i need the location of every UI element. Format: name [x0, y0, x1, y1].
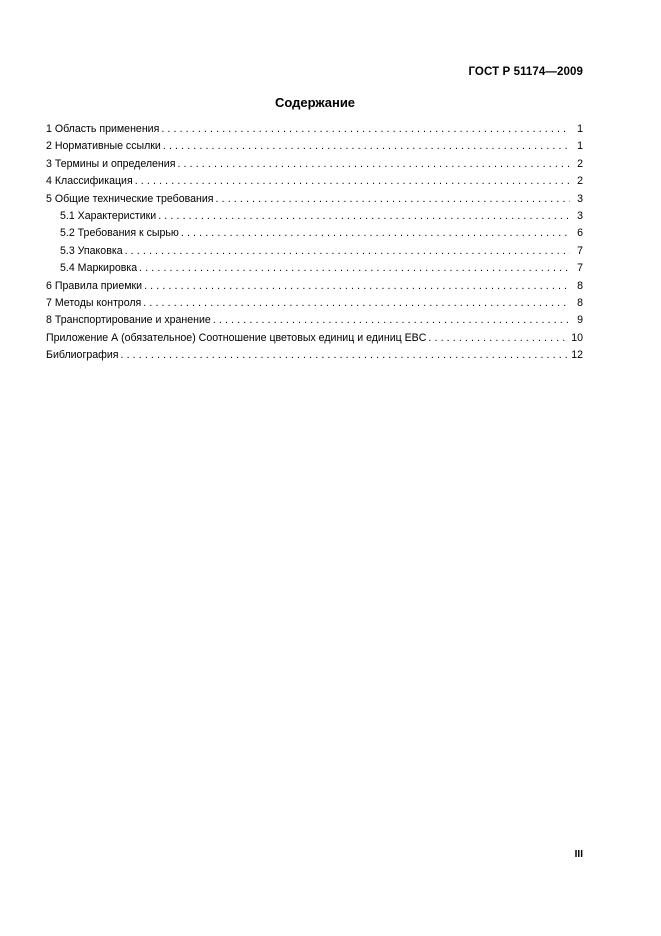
toc-title: Содержание [274, 95, 356, 110]
toc-dot-leader [216, 191, 570, 208]
toc-entry[interactable] [46, 312, 583, 329]
toc-dot-leader [135, 173, 570, 190]
toc-entry-label: 4 Классификация [46, 175, 133, 188]
toc-dot-leader [143, 295, 570, 312]
toc-entry-page: 1 [577, 123, 583, 135]
document-code: ГОСТ Р 51174—2009 [468, 66, 583, 78]
toc-entry[interactable] [46, 243, 583, 260]
toc-dot-leader [125, 243, 570, 260]
toc-dot-leader [120, 347, 568, 364]
toc-entry-page: 7 [577, 262, 583, 275]
table-of-contents [46, 121, 583, 364]
toc-entry[interactable] [46, 347, 583, 364]
toc-dot-leader [428, 330, 568, 347]
toc-dot-leader [181, 225, 570, 242]
toc-entry[interactable] [46, 225, 583, 242]
toc-entry-page: 1 [577, 140, 583, 153]
page-number: III [574, 849, 583, 860]
toc-entry-page: 2 [577, 175, 583, 188]
toc-entry-label: Приложение А (обязательное) Соотношение цветовых единиц и единиц EBC [46, 331, 427, 344]
toc-entry[interactable] [46, 121, 583, 138]
toc-dot-leader [177, 156, 570, 173]
toc-entry-label: 7 Методы контроля [46, 296, 142, 309]
toc-dot-leader [158, 208, 570, 225]
toc-entry[interactable] [46, 295, 583, 312]
toc-entry[interactable] [46, 260, 583, 277]
toc-entry-label: 8 Транспортирование и хранение [46, 314, 211, 327]
toc-entry[interactable] [46, 138, 583, 155]
toc-dot-leader [139, 260, 570, 277]
toc-entry[interactable] [46, 330, 583, 347]
toc-entry-label: 5 Общие технические требования [46, 192, 214, 205]
toc-entry-label: 5.4 Маркировка [60, 262, 138, 275]
toc-entry-page: 3 [577, 192, 583, 205]
toc-entry-label: 5.1 Характеристики [60, 209, 157, 222]
toc-entry-page: 8 [577, 279, 583, 292]
toc-entry-label: 2 Нормативные ссылки [46, 140, 161, 153]
toc-entry-label: 6 Правила приемки [46, 279, 143, 292]
toc-entry-label: 3 Термины и определения [46, 157, 176, 170]
toc-entry-label: 5.2 Требования к сырью [60, 227, 179, 240]
toc-entry[interactable] [46, 191, 583, 208]
toc-dot-leader [144, 278, 570, 295]
toc-entry-page: 12 [571, 349, 583, 362]
toc-entry-page: 9 [577, 314, 583, 327]
toc-entry-label: 1 Область применения [46, 123, 160, 135]
toc-entry-page: 8 [577, 296, 583, 309]
toc-entry-label: 5.3 Упаковка [60, 244, 123, 257]
toc-dot-leader [163, 138, 570, 155]
toc-dot-leader [213, 312, 570, 329]
toc-entry[interactable] [46, 156, 583, 173]
toc-entry[interactable] [46, 278, 583, 295]
toc-entry-page: 6 [577, 227, 583, 240]
toc-entry-page: 3 [577, 209, 583, 222]
toc-entry-page: 7 [577, 244, 583, 257]
toc-entry-label: Библиография [46, 349, 119, 362]
toc-entry-page: 10 [571, 331, 583, 344]
toc-entry[interactable] [46, 208, 583, 225]
toc-entry[interactable] [46, 173, 583, 190]
toc-entry-page: 2 [577, 157, 583, 170]
toc-dot-leader [161, 121, 570, 138]
